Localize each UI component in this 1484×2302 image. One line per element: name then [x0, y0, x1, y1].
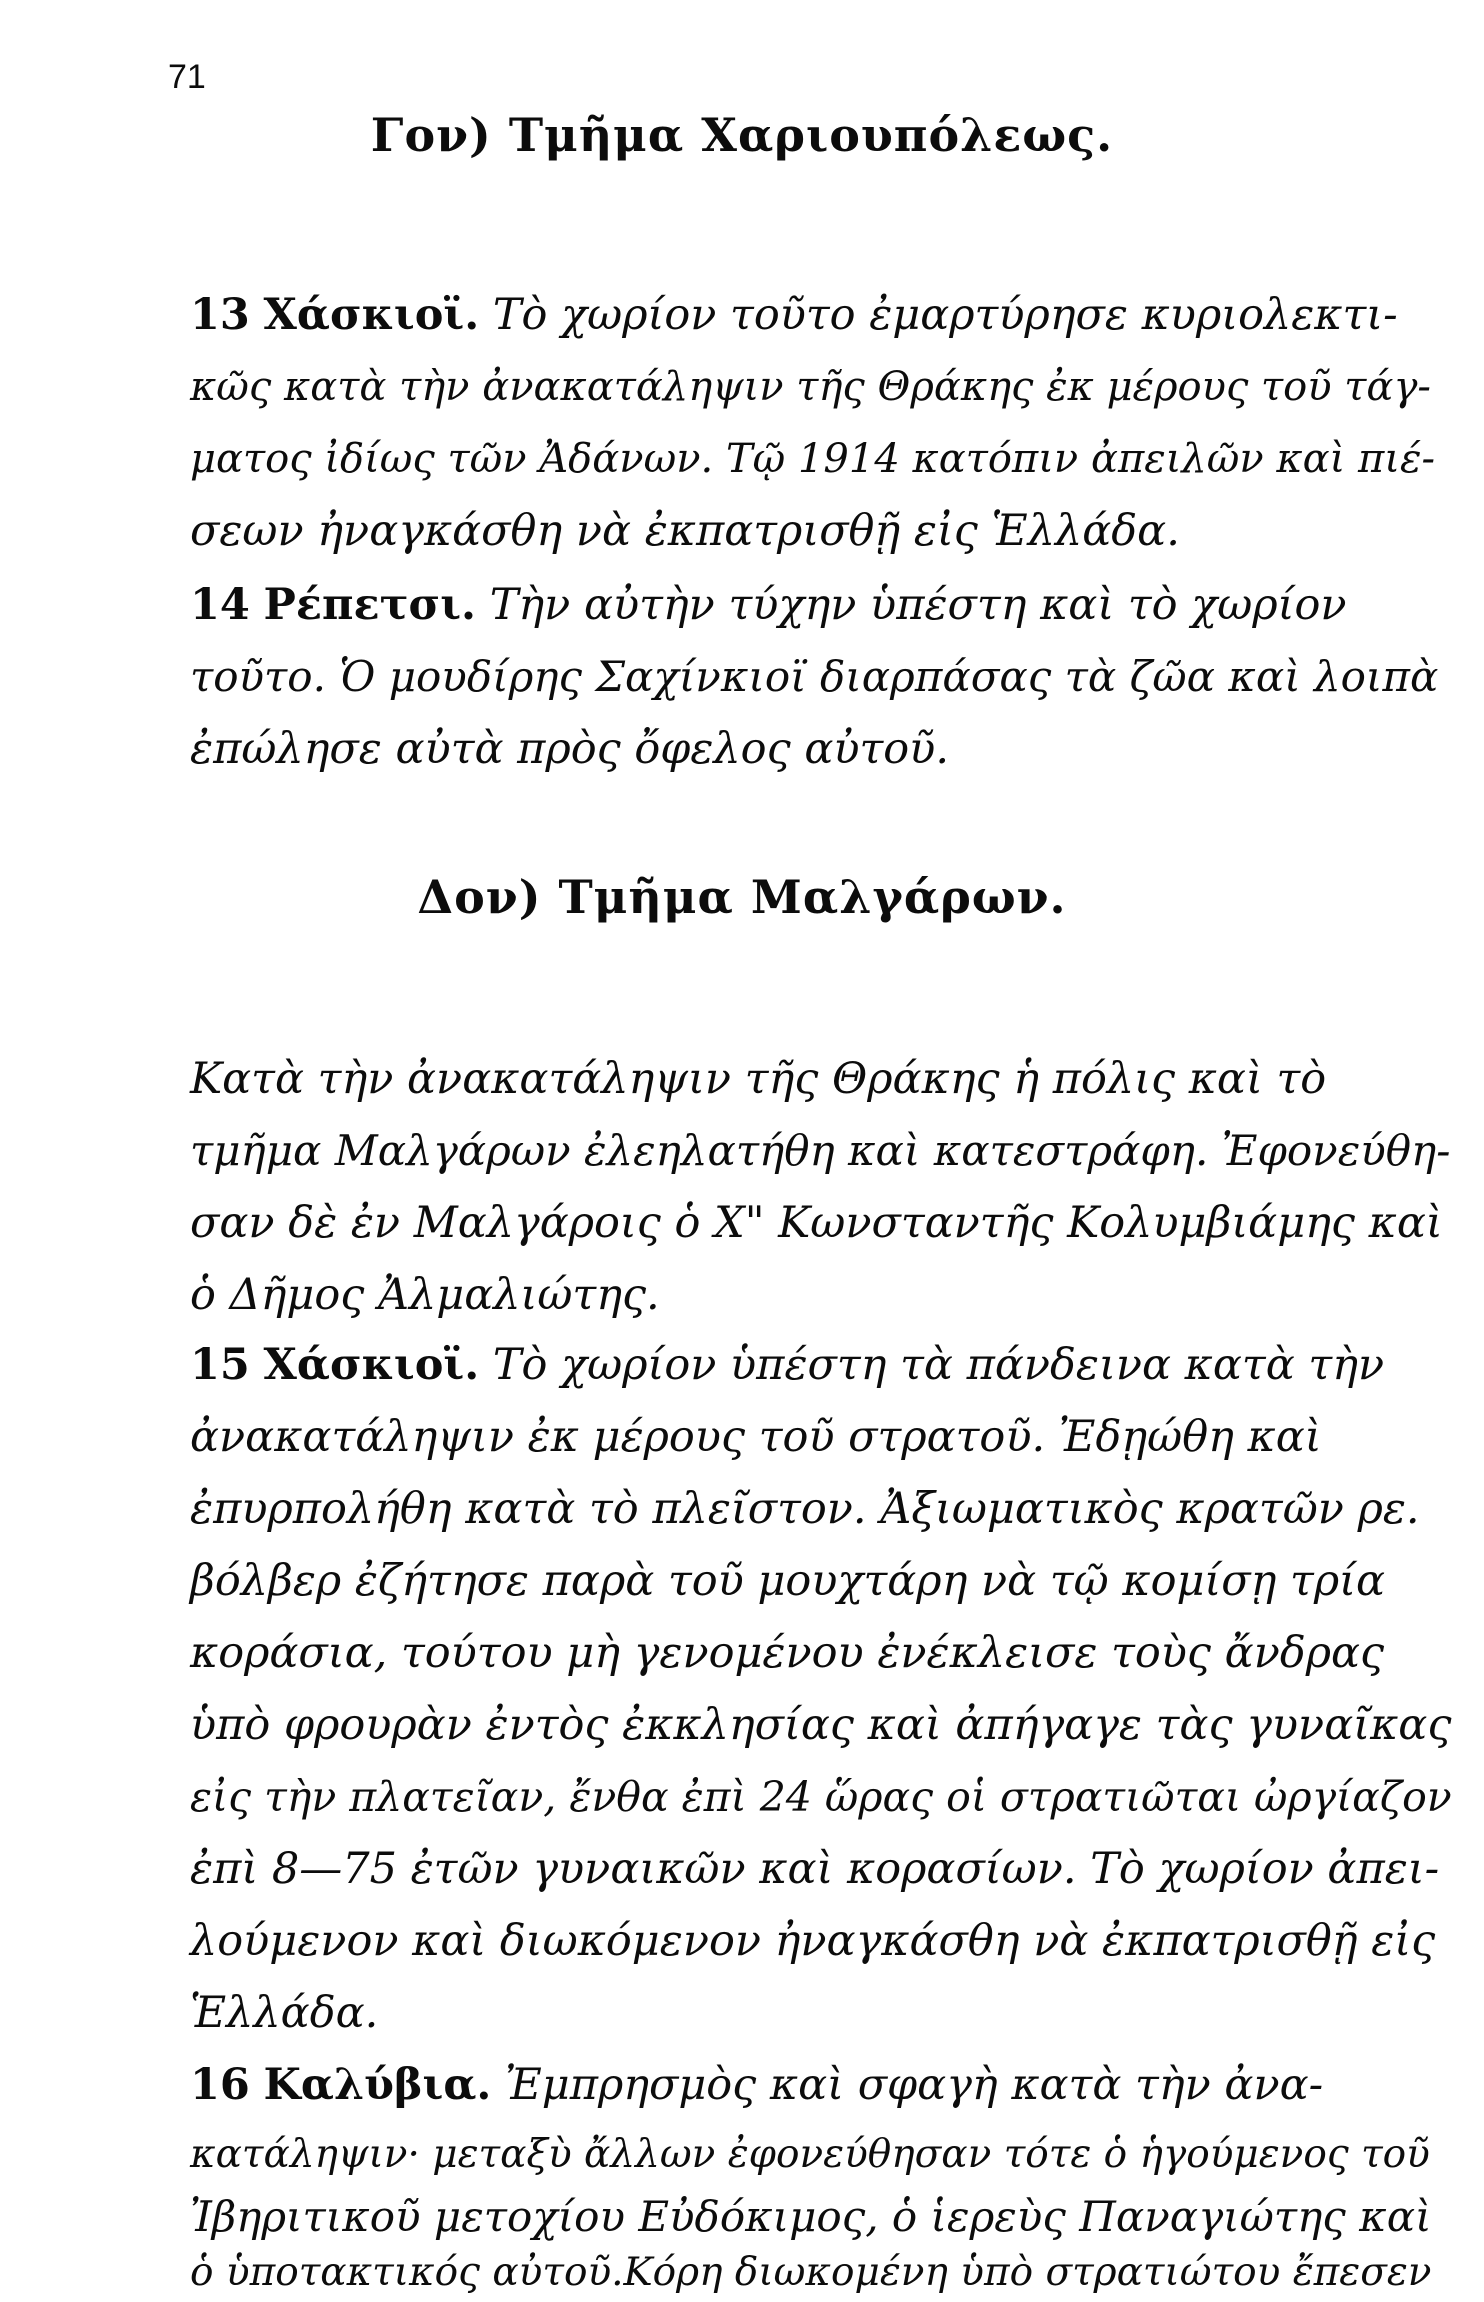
entry-15-line-1: [190, 1336, 1440, 1394]
intro-line-1: Κατὰ τὴν ἀνακατάληψιν τῆς Θράκης ἡ πόλις καὶ τὸ: [190, 1054, 1327, 1104]
entry-15-line-9: λούμενον καὶ διωκόμενον ἠναγκάσθη νὰ ἐκπατρισθῇ εἰς: [190, 1916, 1436, 1966]
entry-number: 15: [190, 1340, 250, 1390]
entry-15-line-10: Ἑλλάδα.: [190, 1988, 379, 2038]
entry-16-line-1: [190, 2056, 1440, 2114]
intro-line-4: ὁ Δῆμος Ἀλμαλιώτης.: [190, 1270, 660, 1320]
section-heading-malgaron: Δον) Τμῆμα Μαλγάρων.: [417, 870, 1067, 924]
entry-16-line-4: ὁ ὑποτακτικός αὐτοῦ.Κόρη διωκομένη ὑπὸ στρατιώτου ἔπεσεν: [190, 2250, 1432, 2295]
entry-16-line-2: κατάληψιν· μεταξὺ ἄλλων ἐφονεύθησαν τότε ὁ ἡγούμενος τοῦ: [190, 2132, 1430, 2177]
entry-13-line-3: ματος ἰδίως τῶν Ἀδάνων. Τῷ 1914 κατόπιν ἀπειλῶν καὶ πιέ-: [190, 436, 1435, 482]
village-name: Ρέπετσι.: [263, 580, 477, 630]
entry-15-line-4: βόλβερ ἐζήτησε παρὰ τοῦ μουχτάρη νὰ τῷ κομίσῃ τρία: [190, 1556, 1386, 1606]
entry-number: 14: [190, 580, 250, 630]
entry-13-line-4: σεων ἠναγκάσθη νὰ ἐκπατρισθῇ εἰς Ἑλλάδα.: [190, 506, 1180, 556]
entry-13-line-1: [190, 286, 1440, 344]
entry-14-line-3: ἐπώλησε αὐτὰ πρὸς ὄφελος αὐτοῦ.: [190, 724, 949, 774]
intro-line-3: σαν δὲ ἐν Μαλγάροις ὁ Χ" Κωνσταντῆς Κολυμβιάμης καὶ: [190, 1198, 1443, 1248]
village-name: Χάσκιοϊ.: [263, 1340, 480, 1390]
entry-15-line-5: κοράσια, τούτου μὴ γενομένου ἐνέκλεισε τοὺς ἄνδρας: [190, 1628, 1385, 1678]
entry-15-line-8: ἐπὶ 8—75 ἐτῶν γυναικῶν καὶ κορασίων. Τὸ χωρίον ἀπει-: [190, 1844, 1440, 1894]
entry-15-line-2: ἀνακατάληψιν ἐκ μέρους τοῦ στρατοῦ. Ἐδῃώθη καὶ: [190, 1412, 1322, 1462]
entry-number: 16: [190, 2060, 250, 2110]
entry-text: Ἐμπρησμὸς καὶ σφαγὴ κατὰ τὴν ἀνα-: [505, 2060, 1324, 2110]
entry-15-line-6: ὑπὸ φρουρὰν ἐντὸς ἐκκλησίας καὶ ἀπήγαγε τὰς γυναῖκας: [190, 1700, 1452, 1750]
entry-15-line-7: εἰς τὴν πλατεῖαν, ἔνθα ἐπὶ 24 ὥρας οἱ στρατιῶται ὠργίαζον: [190, 1773, 1452, 1821]
entry-14-line-2: τοῦτο. Ὁ μουδίρης Σαχίνκιοϊ διαρπάσας τὰ ζῶα καὶ λοιπὰ: [190, 652, 1439, 701]
village-name: Καλύβια.: [263, 2060, 492, 2110]
entry-text: Τὴν αὐτὴν τύχην ὑπέστη καὶ τὸ χωρίον: [489, 580, 1347, 630]
entry-16-line-3: Ἰβηριτικοῦ μετοχίου Εὐδόκιμος, ὁ ἱερεὺς Παναγιώτης καὶ: [190, 2192, 1432, 2241]
intro-line-2: τμῆμα Μαλγάρων ἐλεηλατήθη καὶ κατεστράφη. Ἐφονεύθη-: [190, 1126, 1451, 1175]
entry-number: 13: [190, 290, 250, 340]
entry-14-line-1: [190, 576, 1440, 634]
page-number: 71: [168, 58, 206, 96]
village-name: Χάσκιοϊ.: [263, 290, 480, 340]
entry-15-line-3: ἐπυρπολήθη κατὰ τὸ πλεῖστον. Ἀξιωματικὸς κρατῶν ρε.: [190, 1484, 1420, 1534]
entry-text: Τὸ χωρίον τοῦτο ἐμαρτύρησε κυριολεκτι-: [492, 290, 1398, 340]
section-heading-charioupoleos: Γον) Τμῆμα Χαριουπόλεως.: [370, 108, 1114, 162]
entry-text: Τὸ χωρίον ὑπέστη τὰ πάνδεινα κατὰ τὴν: [492, 1340, 1385, 1390]
entry-13-line-2: κῶς κατὰ τὴν ἀνακατάληψιν τῆς Θράκης ἐκ μέρους τοῦ τάγ-: [190, 364, 1431, 410]
